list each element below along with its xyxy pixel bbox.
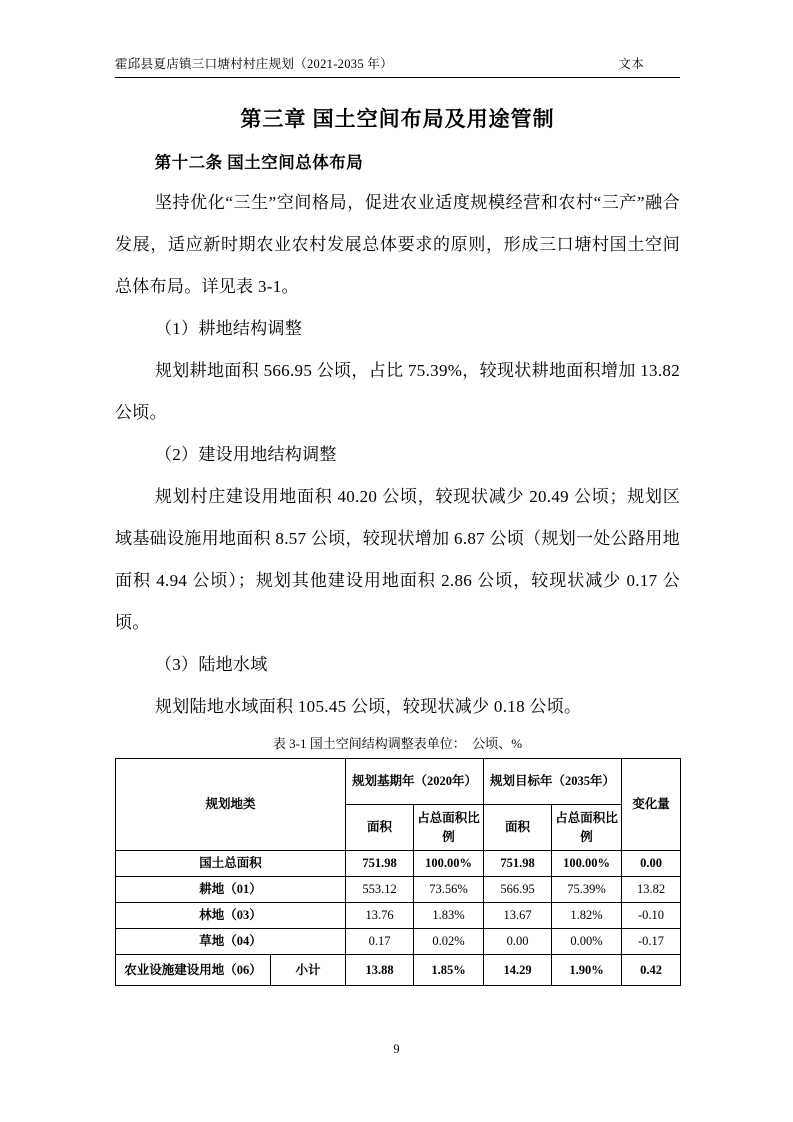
table-row-total <box>116 851 681 877</box>
cell-target-area: 0.00 <box>484 929 552 955</box>
paragraph-intro: 坚持优化“三生”空间格局，促进农业适度规模经营和农村“三产”融合发展，适应新时期农业农村发展总体要求的原则，形成三口塘村国土空间总体布局。详见表 3-1。 <box>115 193 680 296</box>
column-header-target-year: 规划目标年（2035年） <box>484 759 622 805</box>
cell-change: 0.00 <box>622 851 681 877</box>
cell-target-ratio: 0.00% <box>552 929 622 955</box>
header-doc-type: 文本 <box>618 57 644 71</box>
cell-target-ratio: 1.82% <box>552 903 622 929</box>
column-header-base-area: 面积 <box>346 805 414 851</box>
paragraph-item3-body: 规划陆地水域面积 105.45 公顷，较现状减少 0.18 公顷。 <box>154 697 582 716</box>
page-number: 9 <box>393 1042 400 1056</box>
paragraph-item1-title: （1）耕地结构调整 <box>154 319 303 338</box>
cell-base-area: 13.76 <box>346 903 414 929</box>
cell-base-ratio: 0.02% <box>414 929 484 955</box>
table-caption: 表 3-1 国土空间结构调整表单位： 公顷、% <box>272 736 523 751</box>
column-header-base-year: 规划基期年（2020年） <box>346 759 484 805</box>
chapter-title: 第三章 国土空间布局及用途管制 <box>240 107 555 131</box>
cell-base-ratio: 73.56% <box>414 877 484 903</box>
row-label: 林地（03） <box>116 903 346 929</box>
cell-change: -0.17 <box>622 929 681 955</box>
cell-target-area: 751.98 <box>484 851 552 877</box>
cell-base-area: 13.88 <box>346 955 414 986</box>
row-label: 国土总面积 <box>116 851 346 877</box>
column-header-target-ratio: 占总面积比例 <box>552 805 622 851</box>
column-header-change: 变化量 <box>622 759 681 851</box>
paragraph-item3-title: （3）陆地水域 <box>154 655 268 674</box>
column-header-base-ratio: 占总面积比例 <box>414 805 484 851</box>
cell-base-area: 751.98 <box>346 851 414 877</box>
table-row-agri-facility-land <box>116 955 681 986</box>
paragraph-item2-body: 规划村庄建设用地面积 40.20 公顷，较现状减少 20.49 公顷；规划区域基础设施用地面积 8.57 公顷，较现状增加 6.87 公顷（规划一处公路用地面积 4.94 公顷）；规划其他建设用地面积 2.86 公顷，较现状减少 0.17 公顷。 <box>115 487 680 632</box>
column-header-land-type: 规划地类 <box>116 759 346 851</box>
cell-base-area: 0.17 <box>346 929 414 955</box>
cell-target-area: 14.29 <box>484 955 552 986</box>
land-use-structure-table <box>115 758 681 986</box>
cell-base-ratio: 1.85% <box>414 955 484 986</box>
cell-target-ratio: 1.90% <box>552 955 622 986</box>
page-header <box>115 0 680 78</box>
cell-base-area: 553.12 <box>346 877 414 903</box>
row-sublabel: 小计 <box>271 955 346 986</box>
cell-target-ratio: 75.39% <box>552 877 622 903</box>
column-header-target-area: 面积 <box>484 805 552 851</box>
cell-target-area: 13.67 <box>484 903 552 929</box>
body-text <box>115 182 680 728</box>
cell-change: 0.42 <box>622 955 681 986</box>
row-label: 草地（04） <box>116 929 346 955</box>
row-label: 农业设施建设用地（06） <box>116 955 271 986</box>
cell-change: 13.82 <box>622 877 681 903</box>
paragraph-item1-body: 规划耕地面积 566.95 公顷，占比 75.39%，较现状耕地面积增加 13.82 公顷。 <box>115 361 680 422</box>
section-heading: 第十二条 国土空间总体布局 <box>154 153 364 172</box>
table-row-cultivated-land <box>116 877 681 903</box>
cell-change: -0.10 <box>622 903 681 929</box>
cell-target-ratio: 100.00% <box>552 851 622 877</box>
table-row-grassland <box>116 929 681 955</box>
table-row-forest-land <box>116 903 681 929</box>
cell-base-ratio: 1.83% <box>414 903 484 929</box>
cell-base-ratio: 100.00% <box>414 851 484 877</box>
cell-target-area: 566.95 <box>484 877 552 903</box>
row-label: 耕地（01） <box>116 877 346 903</box>
paragraph-item2-title: （2）建设用地结构调整 <box>154 445 337 464</box>
header-document-title: 霍邱县夏店镇三口塘村村庄规划（2021-2035 年） <box>115 57 393 71</box>
